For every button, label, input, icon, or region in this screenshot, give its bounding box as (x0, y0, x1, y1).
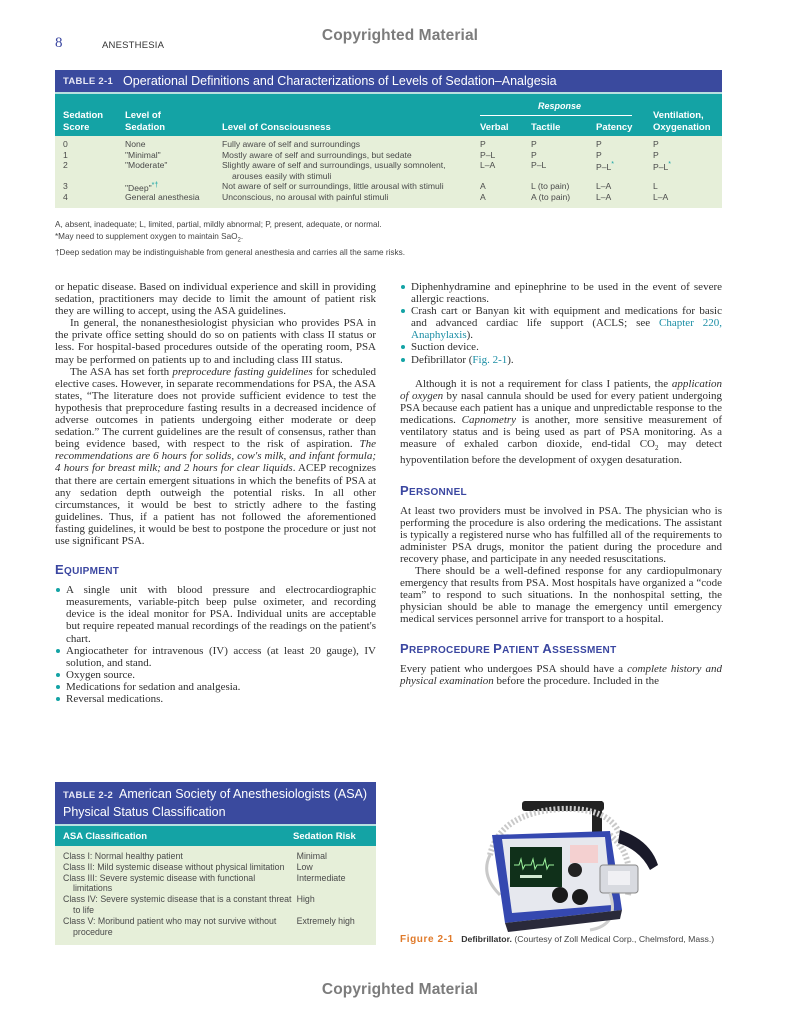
table-title-bar (55, 782, 376, 826)
table-body: 0 None Fully aware of self and surroundings P P P P 1 "Minimal" Mostly aware of self and surroundings, but sedate P–L P P P 2 "Moderate" Slightly aware of self and surroundings, usually somnolent, arouses easily with stimuli L–A P–L P–L* P–L* 3 "Deep"*† Not aware of self or surroundings, little arousal with stimuli A L (to pain) L–A L 4 General anesthesia Unconscious, no arousal with painful stimuli A A (to pain) L–A L–A (55, 136, 722, 208)
defibrillator-image (460, 795, 665, 940)
list-item: Crash cart or Banyan kit with equipment and medications for basic and advanced cardiac life support (ACLS; see Chapter 220, Anaphylaxis). (400, 305, 722, 341)
header-tactile: Tactile (531, 122, 561, 133)
header-ventilation-oxygenation: Ventilation, Oxygenation (653, 110, 711, 133)
paragraph-fasting: The ASA has set forth preprocedure fasting guidelines for scheduled elective cases. However, in separate recommendations for PSA, the ASA states, “The literature does not provide sufficient evidence to test the hypothesis that preprocedure fasting results in a decreased incidence of adverse outcomes in patients undergoing either moderate or deep sedation.” The current guidelines are the result of consensus, rather than being evidence based, with respect to the risk of aspiration. The recommendations are 6 hours for solids, cow's milk, and infant formula; 4 hours for breast milk; and 2 hours for clear liquids. ACEP recognizes that there are certain emergent situations in which the benefits of PSA at any sedation depth outweigh the potential risks. In all other circumstances, it would be best to strictly adhere to the fasting guidelines. Thus, if a patient has not followed the aforementioned fasting guidelines, it would be best to postpone the procedure or just not use significant PSA. (55, 365, 377, 547)
header-sedation-score: Sedation Score (63, 110, 104, 133)
equipment-list (55, 584, 376, 705)
header-patency: Patency (596, 122, 633, 133)
paragraph-assessment: Every patient who undergoes PSA should have a complete history and physical examination before the procedure. Included in the (400, 662, 722, 687)
header-asa-classification: ASA Classification (63, 830, 148, 842)
table-label: TABLE 2-1 (63, 75, 114, 87)
table-row: Class V: Moribund patient who may not survive without procedure Extremely high (63, 915, 355, 937)
list-item: Medications for sedation and analgesia. (55, 681, 376, 693)
table-header (55, 94, 722, 136)
watermark-bottom: Copyrighted Material (321, 981, 479, 998)
watermark-top: Copyrighted Material (321, 27, 479, 44)
right-column (400, 281, 722, 687)
table-2-2 (55, 782, 376, 945)
header-level-of-consciousness: Level of Consciousness (222, 122, 331, 133)
table-2-1 (55, 70, 722, 208)
section-heading-equipment: EQUIPMENT (55, 562, 120, 578)
figure-credit: (Courtesy of Zoll Medical Corp., Chelmsford, Mass.) (514, 934, 715, 944)
chapter-220-link[interactable]: Chapter 220, Anaphylaxis (411, 317, 723, 342)
header-sedation-risk: Sedation Risk (293, 830, 356, 842)
list-item: Suction device. (400, 341, 722, 353)
table-body (55, 846, 376, 945)
table-title: Operational Definitions and Characterizations of Levels of Sedation–Analgesia (123, 74, 557, 88)
list-item: Angiocatheter for intravenous (IV) access (at least 20 gauge), IV solution, and stand. (55, 645, 376, 669)
equipment-list-continued (400, 281, 722, 366)
list-item: Oxygen source. (55, 669, 376, 681)
list-item: Reversal medications. (55, 693, 376, 705)
section-heading-preprocedure-assessment: PREPROCEDURE PATIENT ASSESSMENT (400, 640, 617, 656)
table-header (55, 826, 376, 846)
figure-caption (400, 934, 722, 946)
page-number: 8 (55, 35, 63, 51)
paragraph: There should be a well-defined response for any cardiopulmonary emergency that results from PSA. Most hospitals have organized a “code team” to respond to such situations. In the nonhospital setting, the physician should be able to manage the emergency until emergency medical services personnel arrive for transport to a hospital. (400, 565, 722, 626)
header-level-of-sedation: Level of Sedation (125, 110, 166, 133)
figure-title: Defibrillator. (461, 934, 512, 944)
table-footnotes (55, 219, 475, 259)
footnote-oxygen: *May need to supplement oxygen to maintain SaO$_2$. (55, 231, 244, 244)
table-row: Class III: Severe systemic disease with functional limitations Intermediate (63, 872, 346, 894)
list-item: A single unit with blood pressure and electrocardiographic measurements, variable-pitch beep pulse oximeter, and recording device is the ideal monitor for PSA. Individual units are acceptable but require repeated manual recordings of the readings on the patient's chart. (55, 584, 376, 644)
figure-label: Figure 2-1 (400, 934, 454, 945)
header-verbal: Verbal (480, 122, 509, 133)
paragraph: In general, the nonanesthesiologist physician who provides PSA in the private office setting should do so on patients with class II status or less. For hospital-based procedures outside of the operating room, PSA may be performed on patients up to and including class III status. (55, 317, 376, 366)
list-item: Diphenhydramine and epinephrine to be used in the event of severe allergic reactions. (400, 281, 722, 305)
table-title-bar (55, 70, 722, 94)
footnote-abbreviations: A, absent, inadequate; L, limited, partial, mildly abnormal; P, present, adequate, or normal. (55, 220, 382, 229)
figure-2-1-link[interactable]: Fig. 2-1 (472, 353, 508, 366)
table-row: Class II: Mild systemic disease without physical limitation Low (63, 861, 313, 872)
running-header: ANESTHESIA (102, 40, 165, 51)
header-response-group: Response (538, 101, 582, 111)
defibrillator-icon (460, 795, 665, 940)
table-title: American Society of Anesthesiologists (ASA) Physical Status Classification (63, 787, 368, 819)
table-label: TABLE 2-2 (63, 790, 114, 801)
table-row: Class I: Normal healthy patient Minimal (63, 851, 327, 861)
paragraph: or hepatic disease. Based on individual experience and skill in providing sedation, practitioners may decide to limit the amount of patient risk they are willing to accept, using the ASA guidelines. (55, 281, 376, 318)
list-item: Defibrillator (Fig. 2-1). (400, 354, 722, 366)
response-divider (480, 115, 632, 116)
table-row: Class IV: Severe systemic disease that is a constant threat to life High (63, 894, 315, 915)
section-heading-personnel: PERSONNEL (400, 482, 467, 498)
paragraph-oxygen: Although it is not a requirement for class I patients, the application of oxygen by nasal cannula should be used for every patient undergoing PSA because each patient has a unique and unpredictable response to the medications. Capnometry is another, more sensitive measurement of ventilatory status and is being used as part of PSA monitoring. As a measure of exhaled carbon dioxide, end-tidal $CO_2$ may detect hypoventilation before the development of oxygen desaturation. (400, 377, 723, 467)
left-column (55, 281, 376, 705)
paragraph: At least two providers must be involved in PSA. The physician who is performing the procedure is also ordering the medications. The assistant is typically a registered nurse who has fulfilled all of the requirements to administer PSA drugs, monitor the patient during the procedure and recovery phase, and participate in any needed resuscitations. (400, 504, 722, 565)
footnote-deep-sedation: †Deep sedation may be indistinguishable from general anesthesia and carries all the same risks. (55, 248, 405, 258)
